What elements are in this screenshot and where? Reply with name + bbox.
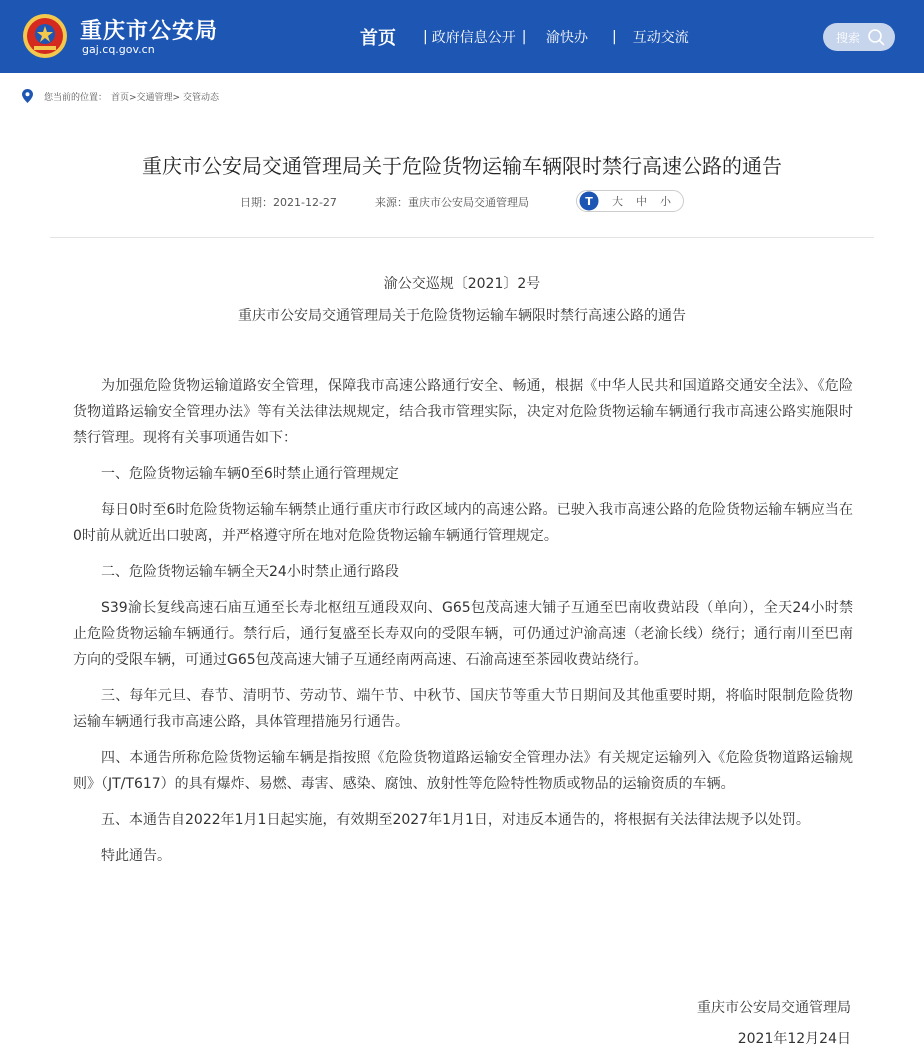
search-icon (867, 28, 885, 46)
site-header (0, 0, 924, 73)
source-label: 来源： (375, 196, 408, 209)
signature-org: 重庆市公安局交通管理局 (697, 1000, 851, 1016)
paragraph-section-1-body: 每日0时至6时危险货物运输车辆禁止通行重庆市行政区域内的高速公路。已驶入我市高速公路的危险货物运输车辆应当在0时前从就近出口驶离，并严格遵守所在地对危险货物运输车辆通行管理规定。 (73, 502, 853, 544)
article-date (240, 194, 337, 210)
doc-number: 渝公交巡规〔2021〕2号 (383, 276, 541, 292)
title-divider (50, 237, 874, 238)
font-size-control (576, 190, 684, 212)
police-emblem-logo[interactable] (22, 13, 68, 59)
article-source (375, 194, 529, 210)
search-button[interactable] (823, 23, 895, 51)
nav-gov-info[interactable] (423, 0, 526, 73)
paragraph-section-5: 五、本通告自2022年1月1日起实施，有效期至2027年1月1日，对违反本通告的，将根据有关法律法规予以处罚。 (101, 812, 810, 828)
svg-text:T: T (585, 195, 593, 208)
nav-interaction[interactable] (612, 0, 689, 73)
breadcrumb (22, 88, 219, 104)
article-body (73, 373, 853, 879)
nav-yukuaiban[interactable] (546, 0, 588, 73)
font-size-icon (579, 191, 599, 211)
date-label: 日期： (240, 196, 273, 209)
nav-home[interactable]: 首页 (360, 27, 396, 49)
nav-separator: | (612, 28, 617, 45)
nav-gov-info-label[interactable]: 政府信息公开 (431, 29, 516, 46)
source-value: 重庆市公安局交通管理局 (408, 196, 529, 209)
font-size-large[interactable]: 大 (612, 195, 623, 208)
signature-date: 2021年12月24日 (737, 1031, 851, 1047)
paragraph-section-2-heading: 二、危险货物运输车辆全天24小时禁止通行路段 (101, 564, 399, 580)
paragraph-section-3: 三、每年元旦、春节、清明节、劳动节、端午节、中秋节、国庆节等重大节日期间及其他重要时期，将临时限制危险货物运输车辆通行我市高速公路，具体管理措施另行通告。 (73, 688, 853, 730)
site-title[interactable]: 重庆市公安局 (80, 19, 219, 44)
paragraph-section-4: 四、本通告所称危险货物运输车辆是指按照《危险货物道路运输安全管理办法》有关规定运输列入《危险货物道路运输规则》（JT/T617）的具有爆炸、易燃、毒害、感染、腐蚀、放射性等危险特性物质或物品的运输资质的车辆。 (73, 750, 853, 792)
font-size-medium[interactable]: 中 (636, 195, 647, 208)
font-size-small[interactable]: 小 (660, 195, 671, 208)
nav-separator: | (521, 28, 527, 45)
nav-yukuaiban-label[interactable]: 渝快办 (546, 29, 588, 46)
breadcrumb-path[interactable]: 首页>交通管理> 交管动态 (111, 92, 219, 103)
nav-separator: | (423, 28, 428, 45)
breadcrumb-prefix: 您当前的位置： (44, 92, 108, 103)
paragraph-section-2-body: S39渝长复线高速石庙互通至长寿北枢纽互通段双向、G65包茂高速大铺子互通至巴南收费站段（单向），全天24小时禁止危险货物运输车辆通行。禁行后，通行复盛至长寿双向的受限车辆，可仍通过沪渝高速（老渝长线）绕行；通行南川至巴南方向的受限车辆，可通过G65包茂高速大铺子互通经南两高速、石渝高速至茶园收费站绕行。 (73, 600, 853, 668)
paragraph-closing: 特此通告。 (101, 848, 171, 864)
nav-interaction-label[interactable]: 互动交流 (632, 29, 689, 46)
paragraph-section-1-heading: 一、危险货物运输车辆0至6时禁止通行管理规定 (101, 466, 399, 482)
paragraph-intro: 为加强危险货物运输道路安全管理，保障我市高速公路通行安全、畅通，根据《中华人民共和国道路交通安全法》、《危险货物道路运输安全管理办法》等有关法律法规规定，结合我市管理实际，决定对危险货物运输车辆通行我市高速公路实施限时禁行管理。现将有关事项通告如下： (73, 378, 853, 446)
site-domain: gaj.cq.gov.cn (82, 43, 155, 56)
search-label: 搜索 (836, 30, 861, 45)
doc-subtitle: 重庆市公安局交通管理局关于危险货物运输车辆限时禁行高速公路的通告 (238, 308, 686, 324)
location-pin-icon (22, 89, 33, 103)
article-title: 重庆市公安局交通管理局关于危险货物运输车辆限时禁行高速公路的通告 (142, 154, 782, 178)
date-value: 2021-12-27 (273, 196, 337, 209)
